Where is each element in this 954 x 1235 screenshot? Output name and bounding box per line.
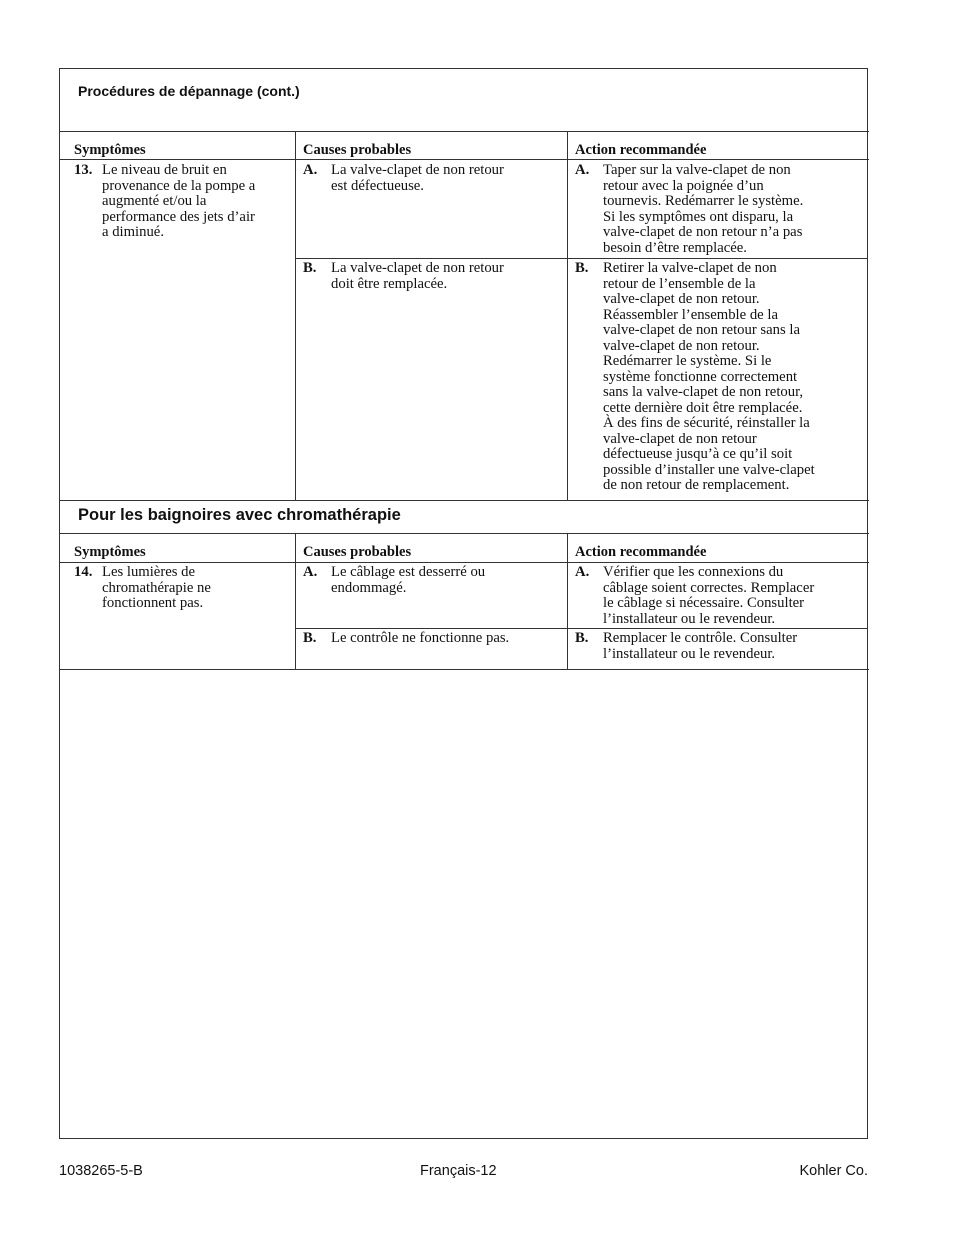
column-divider <box>295 131 296 500</box>
divider <box>59 669 869 670</box>
action-text: Taper sur la valve-clapet de non retour avec la poignée d’un tournevis. Redémarrer le système. Si les symptômes ont disparu, la valve-clapet de non retour n’a pas besoin d’être remplacée. <box>603 162 804 256</box>
section-title-troubleshooting: Procédures de dépannage (cont.) <box>78 83 300 99</box>
divider <box>59 159 869 160</box>
action-label: A. <box>575 564 590 580</box>
cause-label: B. <box>303 630 317 646</box>
symptom-text: Les lumières de chromathérapie ne fonctionnent pas. <box>102 564 211 611</box>
section-title-chromatherapy: Pour les baignoires avec chromathérapie <box>78 506 401 524</box>
action-text: Remplacer le contrôle. Consulter l’installateur ou le revendeur. <box>603 630 798 662</box>
symptom-text: Le niveau de bruit en provenance de la pompe a augmenté et/ou la performance des jets d’air a diminué. <box>102 162 256 240</box>
header-causes: Causes probables <box>303 142 412 158</box>
row-divider <box>295 628 868 629</box>
row-divider <box>295 258 868 259</box>
symptom-number: 13. <box>74 162 93 178</box>
action-text: Vérifier que les connexions du câblage soient correctes. Remplacer le câblage si nécessaire. Consulter l’installateur ou le revendeur. <box>603 564 815 627</box>
cause-label: A. <box>303 564 318 580</box>
divider <box>59 533 869 534</box>
column-divider <box>567 533 568 669</box>
page-number: Français-12 <box>420 1163 497 1179</box>
cause-text: Le câblage est desserré ou endommagé. <box>331 564 486 596</box>
action-label: B. <box>575 630 589 646</box>
header-action: Action recommandée <box>575 544 707 560</box>
cause-text: Le contrôle ne fonctionne pas. <box>331 630 510 646</box>
action-label: B. <box>575 260 589 276</box>
divider <box>59 500 869 501</box>
cause-label: A. <box>303 162 318 178</box>
symptom-number: 14. <box>74 564 93 580</box>
header-causes: Causes probables <box>303 544 412 560</box>
company-name: Kohler Co. <box>799 1163 868 1179</box>
header-symptoms: Symptômes <box>74 544 146 560</box>
action-label: A. <box>575 162 590 178</box>
header-action: Action recommandée <box>575 142 707 158</box>
cause-text: La valve-clapet de non retour est défectueuse. <box>331 162 504 194</box>
action-text: Retirer la valve-clapet de non retour de l’ensemble de la valve-clapet de non retour. Réassembler l’ensemble de la valve-clapet de non retour sans la valve-clapet de non retour. Redémarrer le système. Si le système fonctionne correctement sans la valve-clapet de non retour, cette dernière doit être remplacée. À des fins de sécurité, réinstaller la valve-clapet de non retour défectueuse jusqu’à ce qu’il soit possible d’installer une valve-clapet de non retour de remplacement. <box>603 260 815 493</box>
column-divider <box>567 131 568 500</box>
divider <box>59 562 869 563</box>
divider <box>59 131 869 132</box>
cause-text: La valve-clapet de non retour doit être remplacée. <box>331 260 504 292</box>
header-symptoms: Symptômes <box>74 142 146 158</box>
column-divider <box>295 533 296 669</box>
cause-label: B. <box>303 260 317 276</box>
document-number: 1038265-5-B <box>59 1163 143 1179</box>
